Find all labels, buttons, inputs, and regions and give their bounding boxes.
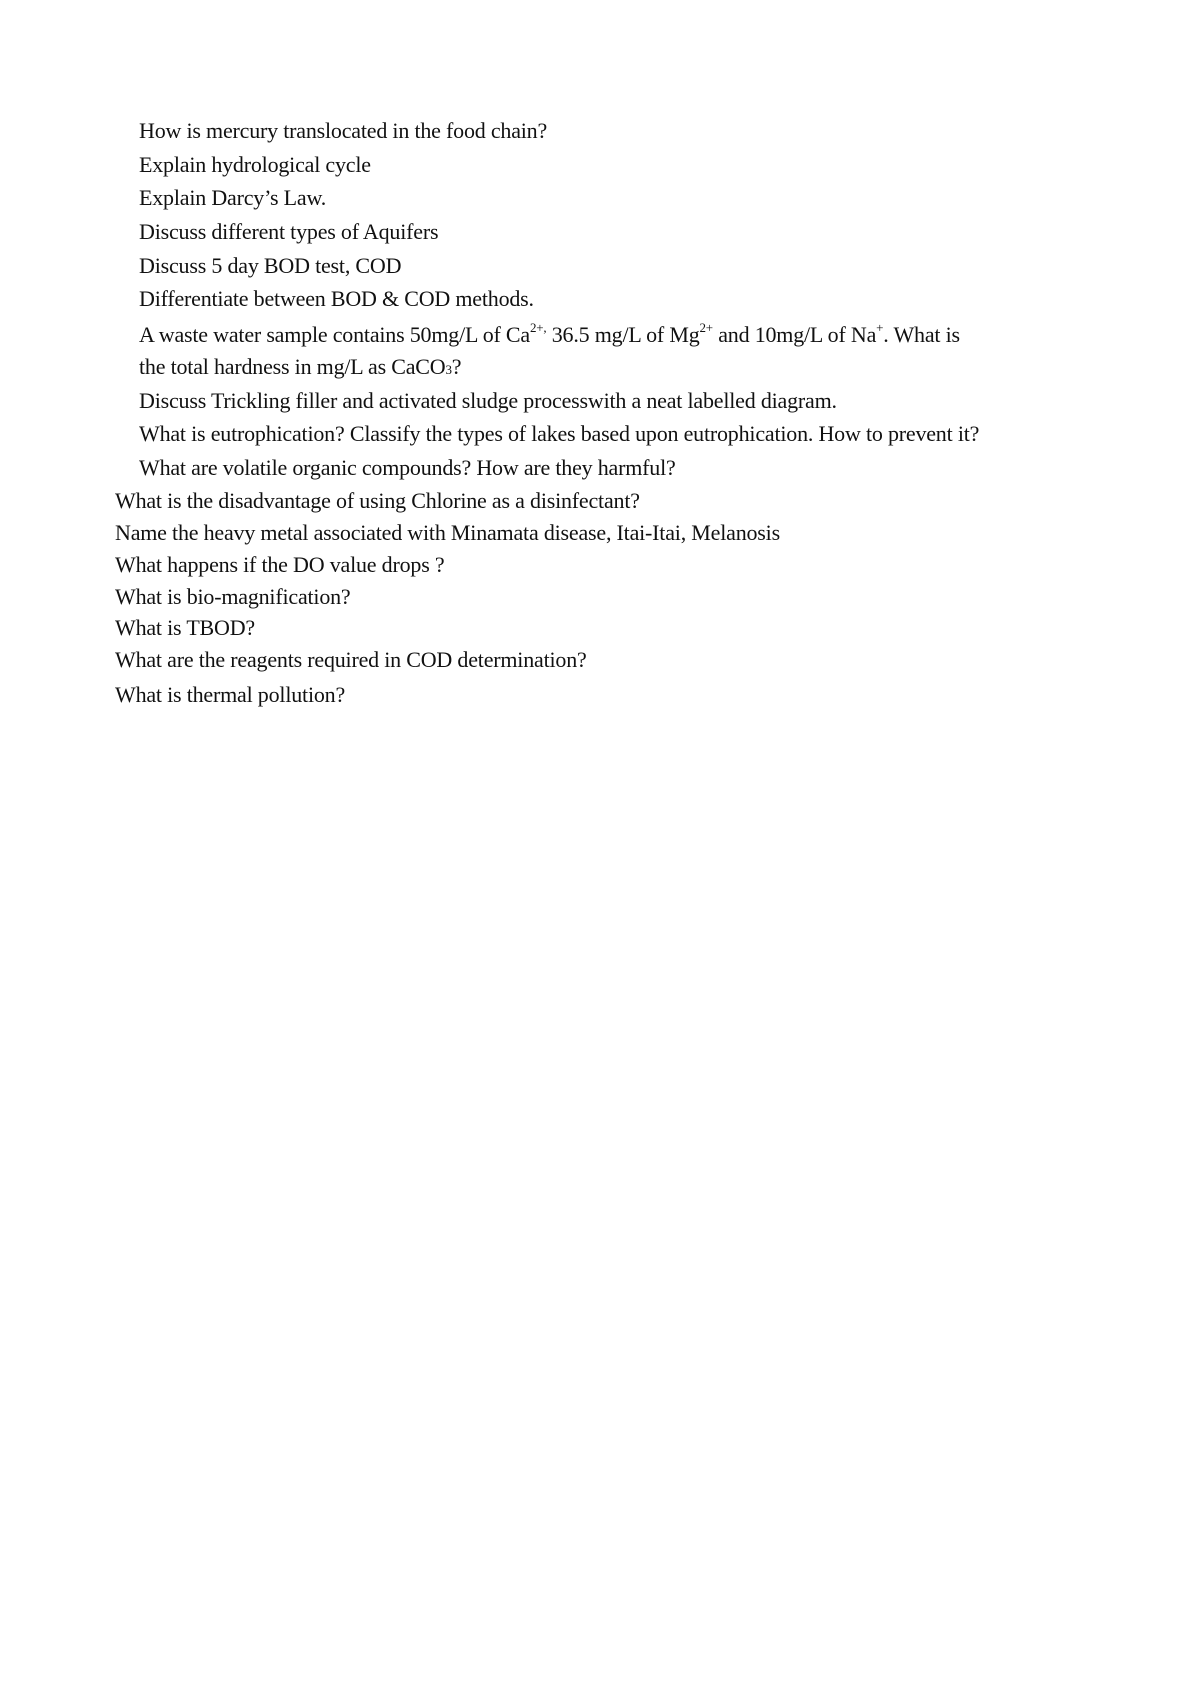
- hardness-text-e: the total hardness in mg/L as CaCO: [139, 354, 446, 379]
- magnesium-charge: 2+: [699, 319, 713, 335]
- question-aquifers: Discuss different types of Aquifers: [139, 219, 439, 244]
- question-thermal-pollution: What is thermal pollution?: [115, 682, 346, 707]
- question-do-value-drops: What happens if the DO value drops ?: [115, 552, 445, 577]
- question-cod-reagents: What are the reagents required in COD determination?: [115, 647, 587, 672]
- question-trickling-filter: Discuss Trickling filler and activated sludge processwith a neat labelled diagram.: [139, 388, 837, 413]
- question-bod-test: Discuss 5 day BOD test, COD: [139, 253, 402, 278]
- hardness-text-a: A waste water sample contains 50mg/L of Ca: [139, 322, 530, 347]
- question-mercury-food-chain: How is mercury translocated in the food chain?: [139, 118, 548, 143]
- question-volatile-organic-compounds: What are volatile organic compounds? How are they harmful?: [139, 455, 676, 480]
- question-eutrophication: What is eutrophication? Classify the types of lakes based upon eutrophication. How to prevent it?: [139, 421, 980, 446]
- calcium-charge: 2+,: [529, 319, 547, 335]
- question-bio-magnification: What is bio-magnification?: [115, 584, 351, 609]
- question-heavy-metal-diseases: Name the heavy metal associated with Minamata disease, Itai-Itai, Melanosis: [115, 520, 780, 545]
- question-hardness-line-2: [139, 352, 461, 382]
- carbonate-subscript: 3: [445, 362, 452, 377]
- question-hardness-line-1: [139, 320, 960, 350]
- hardness-text-b: 36.5 mg/L of Mg: [546, 322, 700, 347]
- hardness-text-d: . What is: [883, 322, 960, 347]
- sodium-charge: +: [876, 319, 884, 335]
- question-darcys-law: Explain Darcy’s Law.: [139, 185, 327, 210]
- question-tbod: What is TBOD?: [115, 615, 255, 640]
- hardness-text-c: and 10mg/L of Na: [712, 322, 877, 347]
- question-bod-cod-methods: Differentiate between BOD & COD methods.: [139, 286, 534, 311]
- hardness-text-f: ?: [451, 354, 462, 379]
- question-hydrological-cycle: Explain hydrological cycle: [139, 152, 371, 177]
- question-chlorine-disinfectant: What is the disadvantage of using Chlorine as a disinfectant?: [115, 488, 640, 513]
